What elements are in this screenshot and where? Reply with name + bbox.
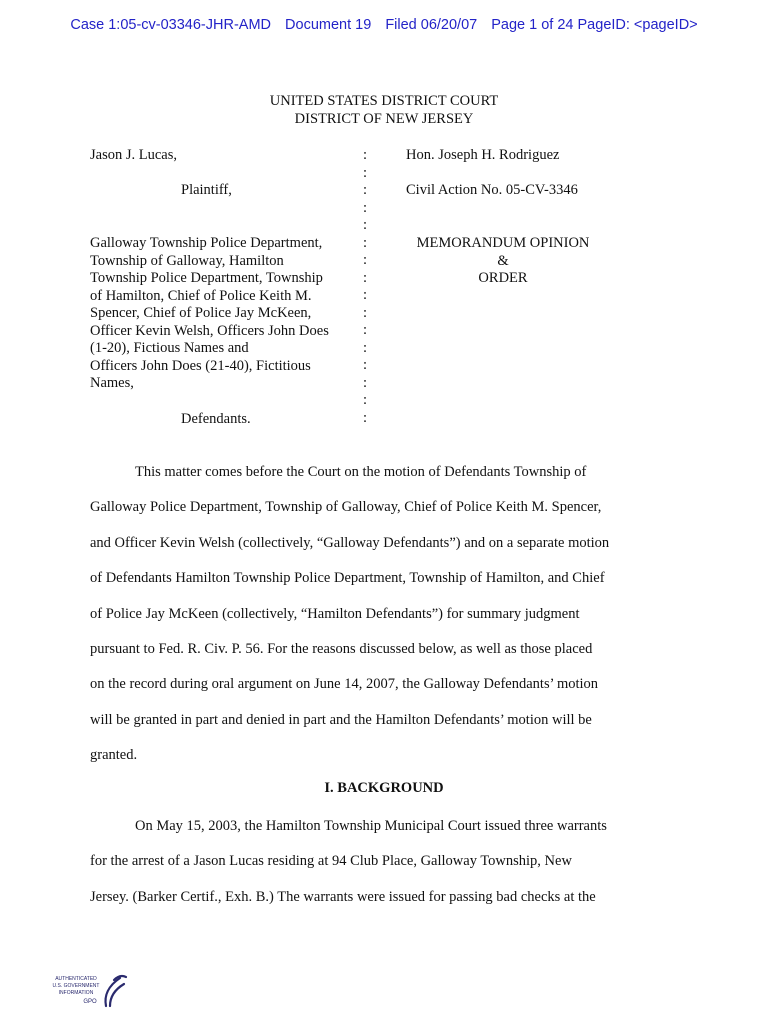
defendant-line: Officers John Does (21-40), Fictitious: [90, 357, 311, 374]
court-name: UNITED STATES DISTRICT COURT: [269, 93, 499, 109]
court-district: DISTRICT OF NEW JERSEY: [294, 110, 474, 127]
plaintiff-label: Plaintiff,: [181, 182, 232, 198]
background-paragraph: [90, 809, 690, 915]
logo-text-authenticated: AUTHENTICATED: [55, 976, 97, 982]
logo-text-gpo: GPO: [83, 999, 97, 1005]
defendants-list: [90, 235, 329, 393]
defendant-line: Spencer, Chief of Police Jay McKeen,: [90, 305, 312, 321]
defendant-line: Galloway Township Police Department,: [90, 235, 323, 251]
defendants-label: Defendants.: [181, 411, 251, 427]
caption-colon-column: : : : : : : : : : : : : : : : :: [362, 147, 368, 426]
paragraph-line: of Police Jay McKeen (collectively, “Hamilton Defendants”) for summary judgment: [90, 605, 580, 622]
document-type-line: MEMORANDUM OPINION: [416, 235, 590, 251]
defendant-line: Names,: [90, 375, 134, 391]
case-header-stamp: [0, 17, 768, 33]
defendant-line: of Hamilton, Chief of Police Keith M.: [90, 287, 312, 304]
logo-text-government: U.S. GOVERNMENT: [52, 983, 100, 989]
logo-text-information: INFORMATION: [58, 990, 94, 996]
document-type-line: ORDER: [478, 270, 528, 286]
paragraph-line: pursuant to Fed. R. Civ. P. 56. For the reasons discussed below, as well as those placed: [90, 641, 593, 658]
judge-name: Hon. Joseph H. Rodriguez: [406, 147, 560, 163]
court-title: [0, 93, 768, 128]
paragraph-line: granted.: [90, 747, 138, 764]
document-number: Document 19: [285, 17, 372, 33]
paragraph-line: Galloway Police Department, Township of Galloway, Chief of Police Keith M. Spencer,: [90, 499, 602, 516]
paragraph-line: This matter comes before the Court on the motion of Defendants Township of: [135, 464, 587, 480]
paragraph-line: on the record during oral argument on June 14, 2007, the Galloway Defendants’ motion: [90, 676, 599, 693]
defendant-line: Township Police Department, Township: [90, 270, 323, 286]
defendant-line: Officer Kevin Welsh, Officers John Does: [90, 322, 329, 339]
paragraph-line: On May 15, 2003, the Hamilton Township Municipal Court issued three warrants: [135, 818, 607, 834]
plaintiff-name: Jason J. Lucas,: [90, 147, 177, 163]
page-indicator: Page 1 of 24 PageID: <pageID>: [491, 17, 698, 33]
defendant-line: (1-20), Fictious Names and: [90, 340, 249, 356]
paragraph-line: Jersey. (Barker Certif., Exh. B.) The warrants were issued for passing bad checks at the: [90, 888, 596, 905]
section-heading: I. BACKGROUND: [324, 780, 444, 796]
gpo-authentication-logo: [44, 972, 128, 1012]
filed-date: Filed 06/20/07: [385, 17, 478, 33]
case-number: Case 1:05-cv-03346-JHR-AMD: [70, 17, 271, 33]
defendant-line: Township of Galloway, Hamilton: [90, 252, 284, 269]
civil-action-number: Civil Action No. 05-CV-3346: [406, 182, 578, 198]
document-type: [403, 235, 603, 288]
paragraph-line: and Officer Kevin Welsh (collectively, “Galloway Defendants”) and on a separate motion: [90, 534, 610, 551]
paragraph-line: will be granted in part and denied in part and the Hamilton Defendants’ motion will be: [90, 711, 592, 728]
paragraph-line: of Defendants Hamilton Township Police Department, Township of Hamilton, and Chief: [90, 570, 605, 587]
intro-paragraph: [90, 455, 690, 774]
eagle-icon: [106, 976, 126, 1006]
document-type-line: &: [497, 252, 509, 269]
paragraph-line: for the arrest of a Jason Lucas residing at 94 Club Place, Galloway Township, New: [90, 853, 572, 870]
